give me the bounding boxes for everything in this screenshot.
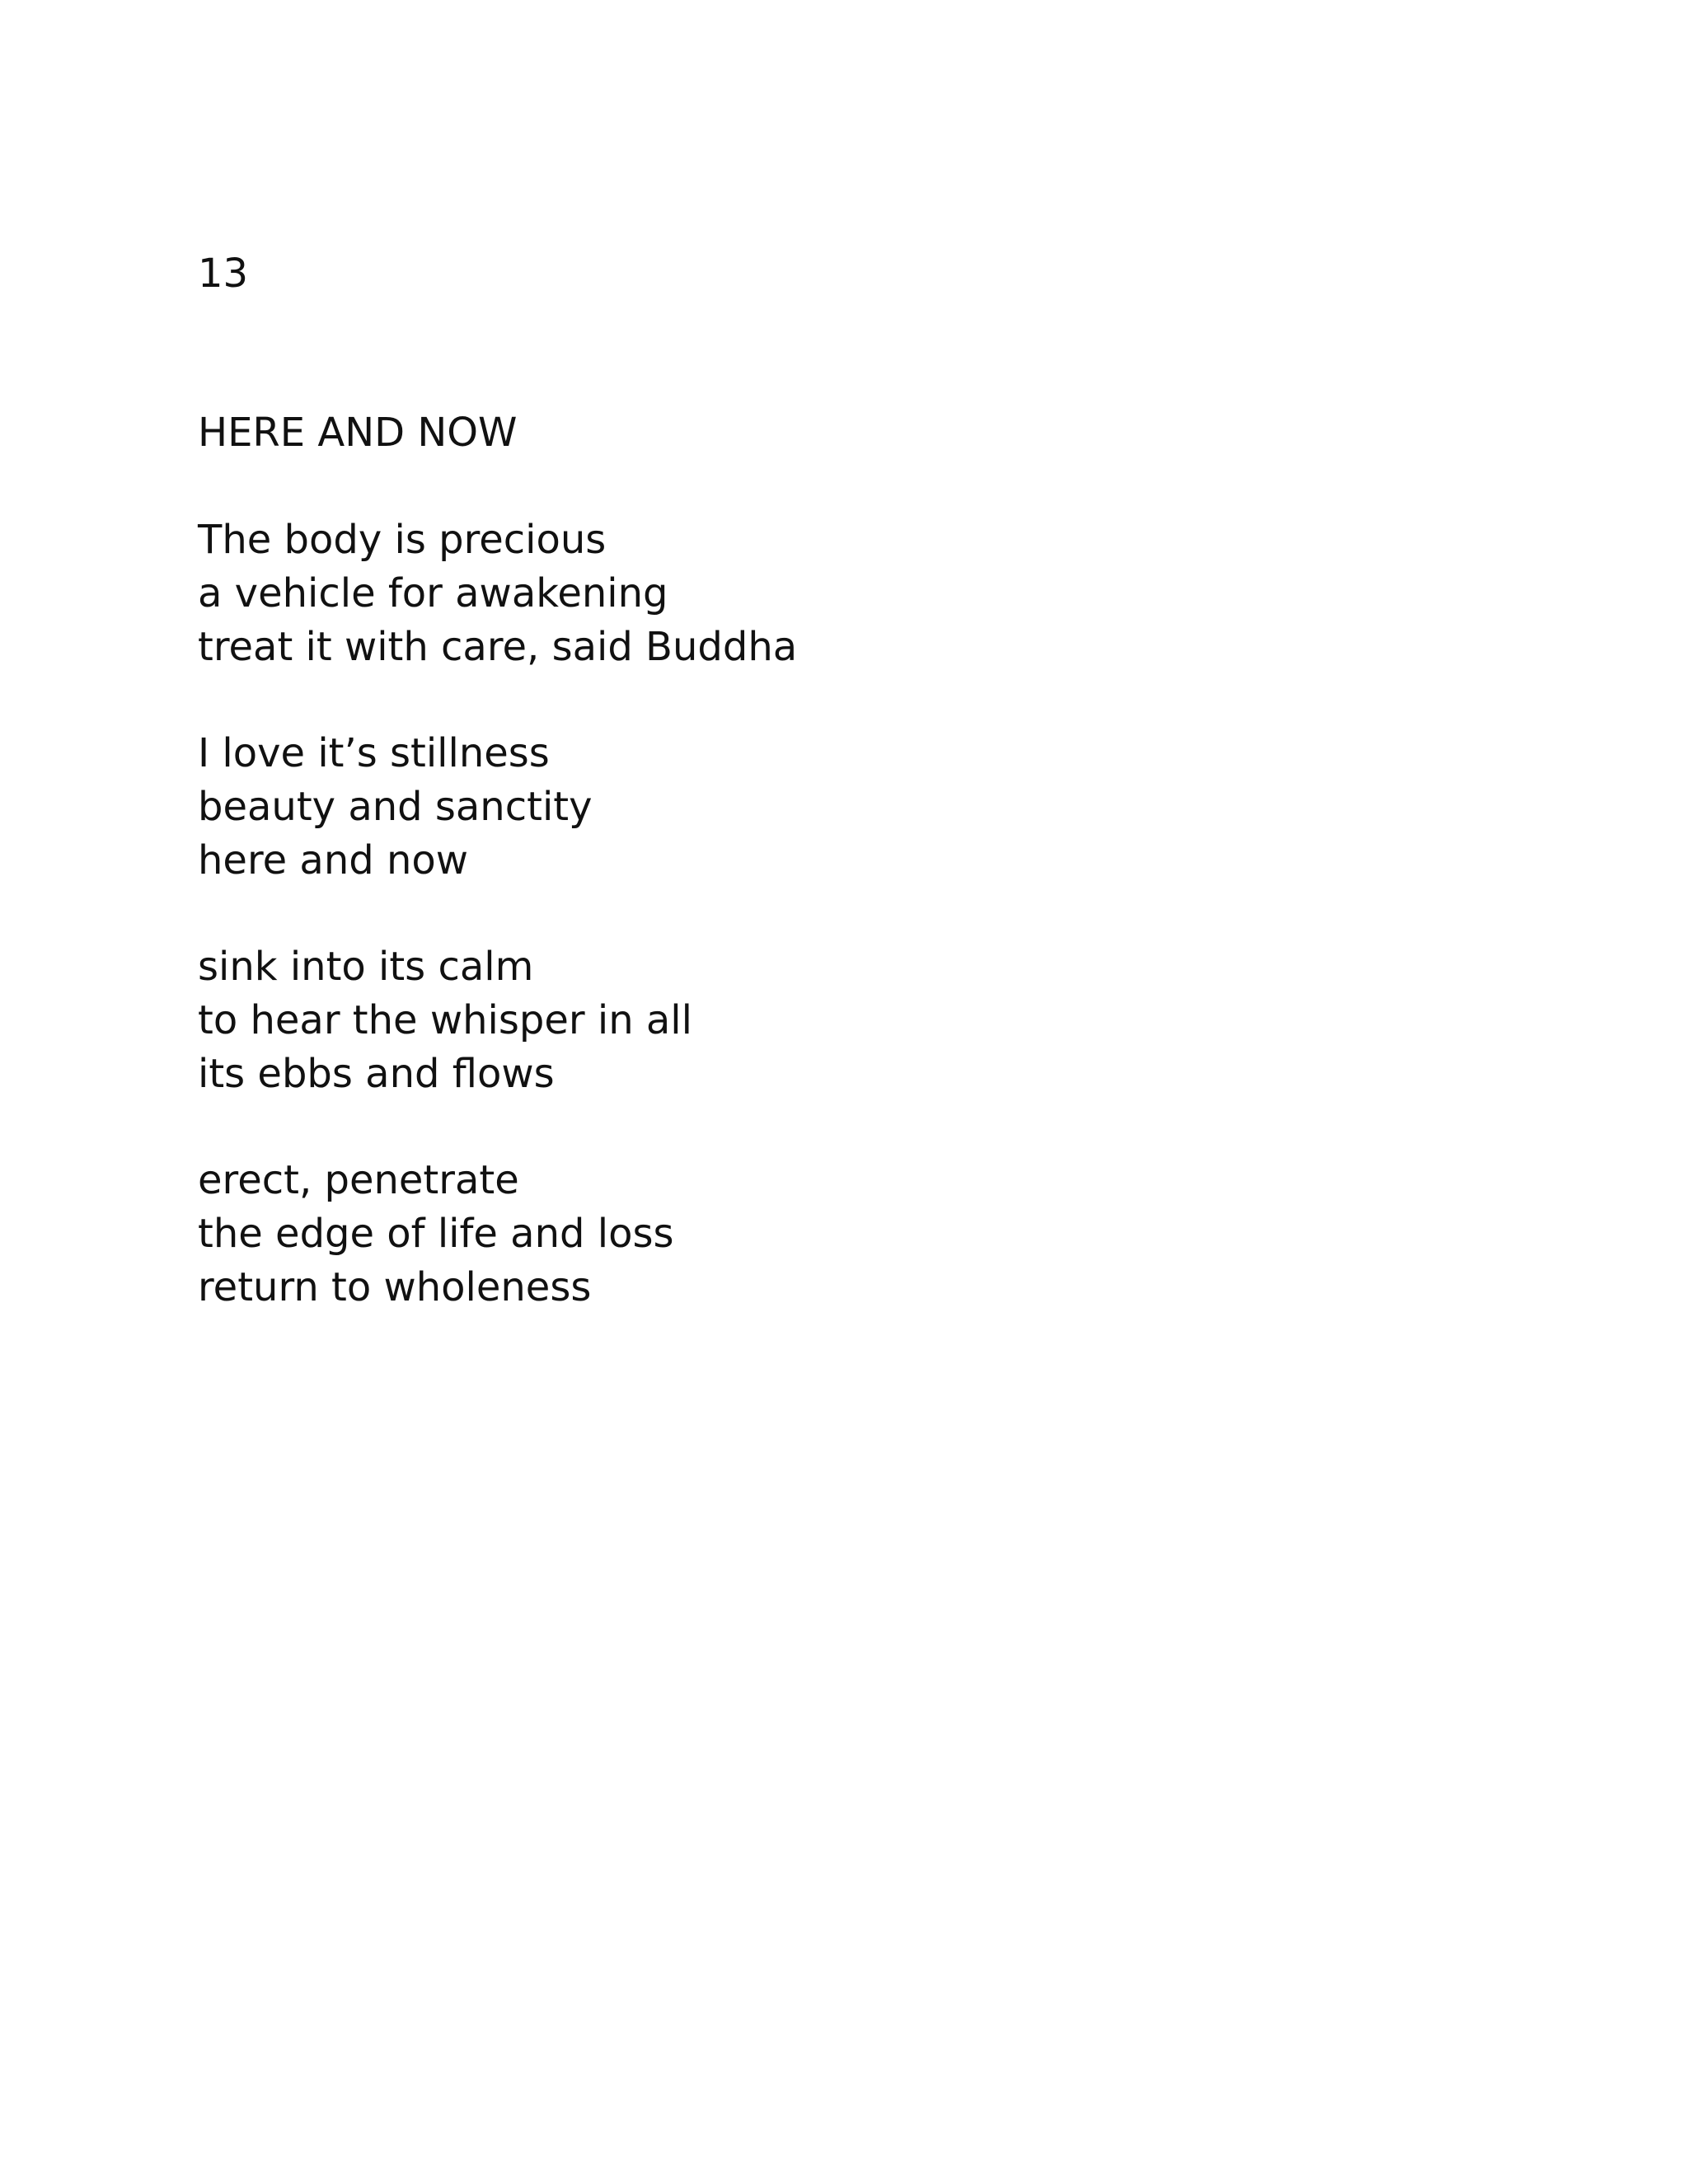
poem-line: a vehicle for awakening xyxy=(198,570,668,616)
stanza-3 xyxy=(198,940,692,1101)
poem-line: I love it’s stillness xyxy=(198,730,550,776)
poem-line: erect, penetrate xyxy=(198,1157,519,1203)
page-number: 13 xyxy=(198,251,249,297)
poem-line: sink into its calm xyxy=(198,944,534,990)
stanza-2 xyxy=(198,727,593,888)
poem-line: the edge of life and loss xyxy=(198,1211,674,1257)
poem-line: to hear the whisper in all xyxy=(198,997,692,1043)
stanza-4 xyxy=(198,1154,673,1315)
poem-line: return to wholeness xyxy=(198,1264,592,1310)
poem-title: HERE AND NOW xyxy=(198,410,518,456)
poem-line: beauty and sanctity xyxy=(198,784,593,830)
poem-line: its ebbs and flows xyxy=(198,1051,555,1097)
stanza-1 xyxy=(198,513,797,674)
poem-line: treat it with care, said Buddha xyxy=(198,624,798,670)
poem-line: The body is precious xyxy=(198,517,607,563)
poem-line: here and now xyxy=(198,837,469,883)
